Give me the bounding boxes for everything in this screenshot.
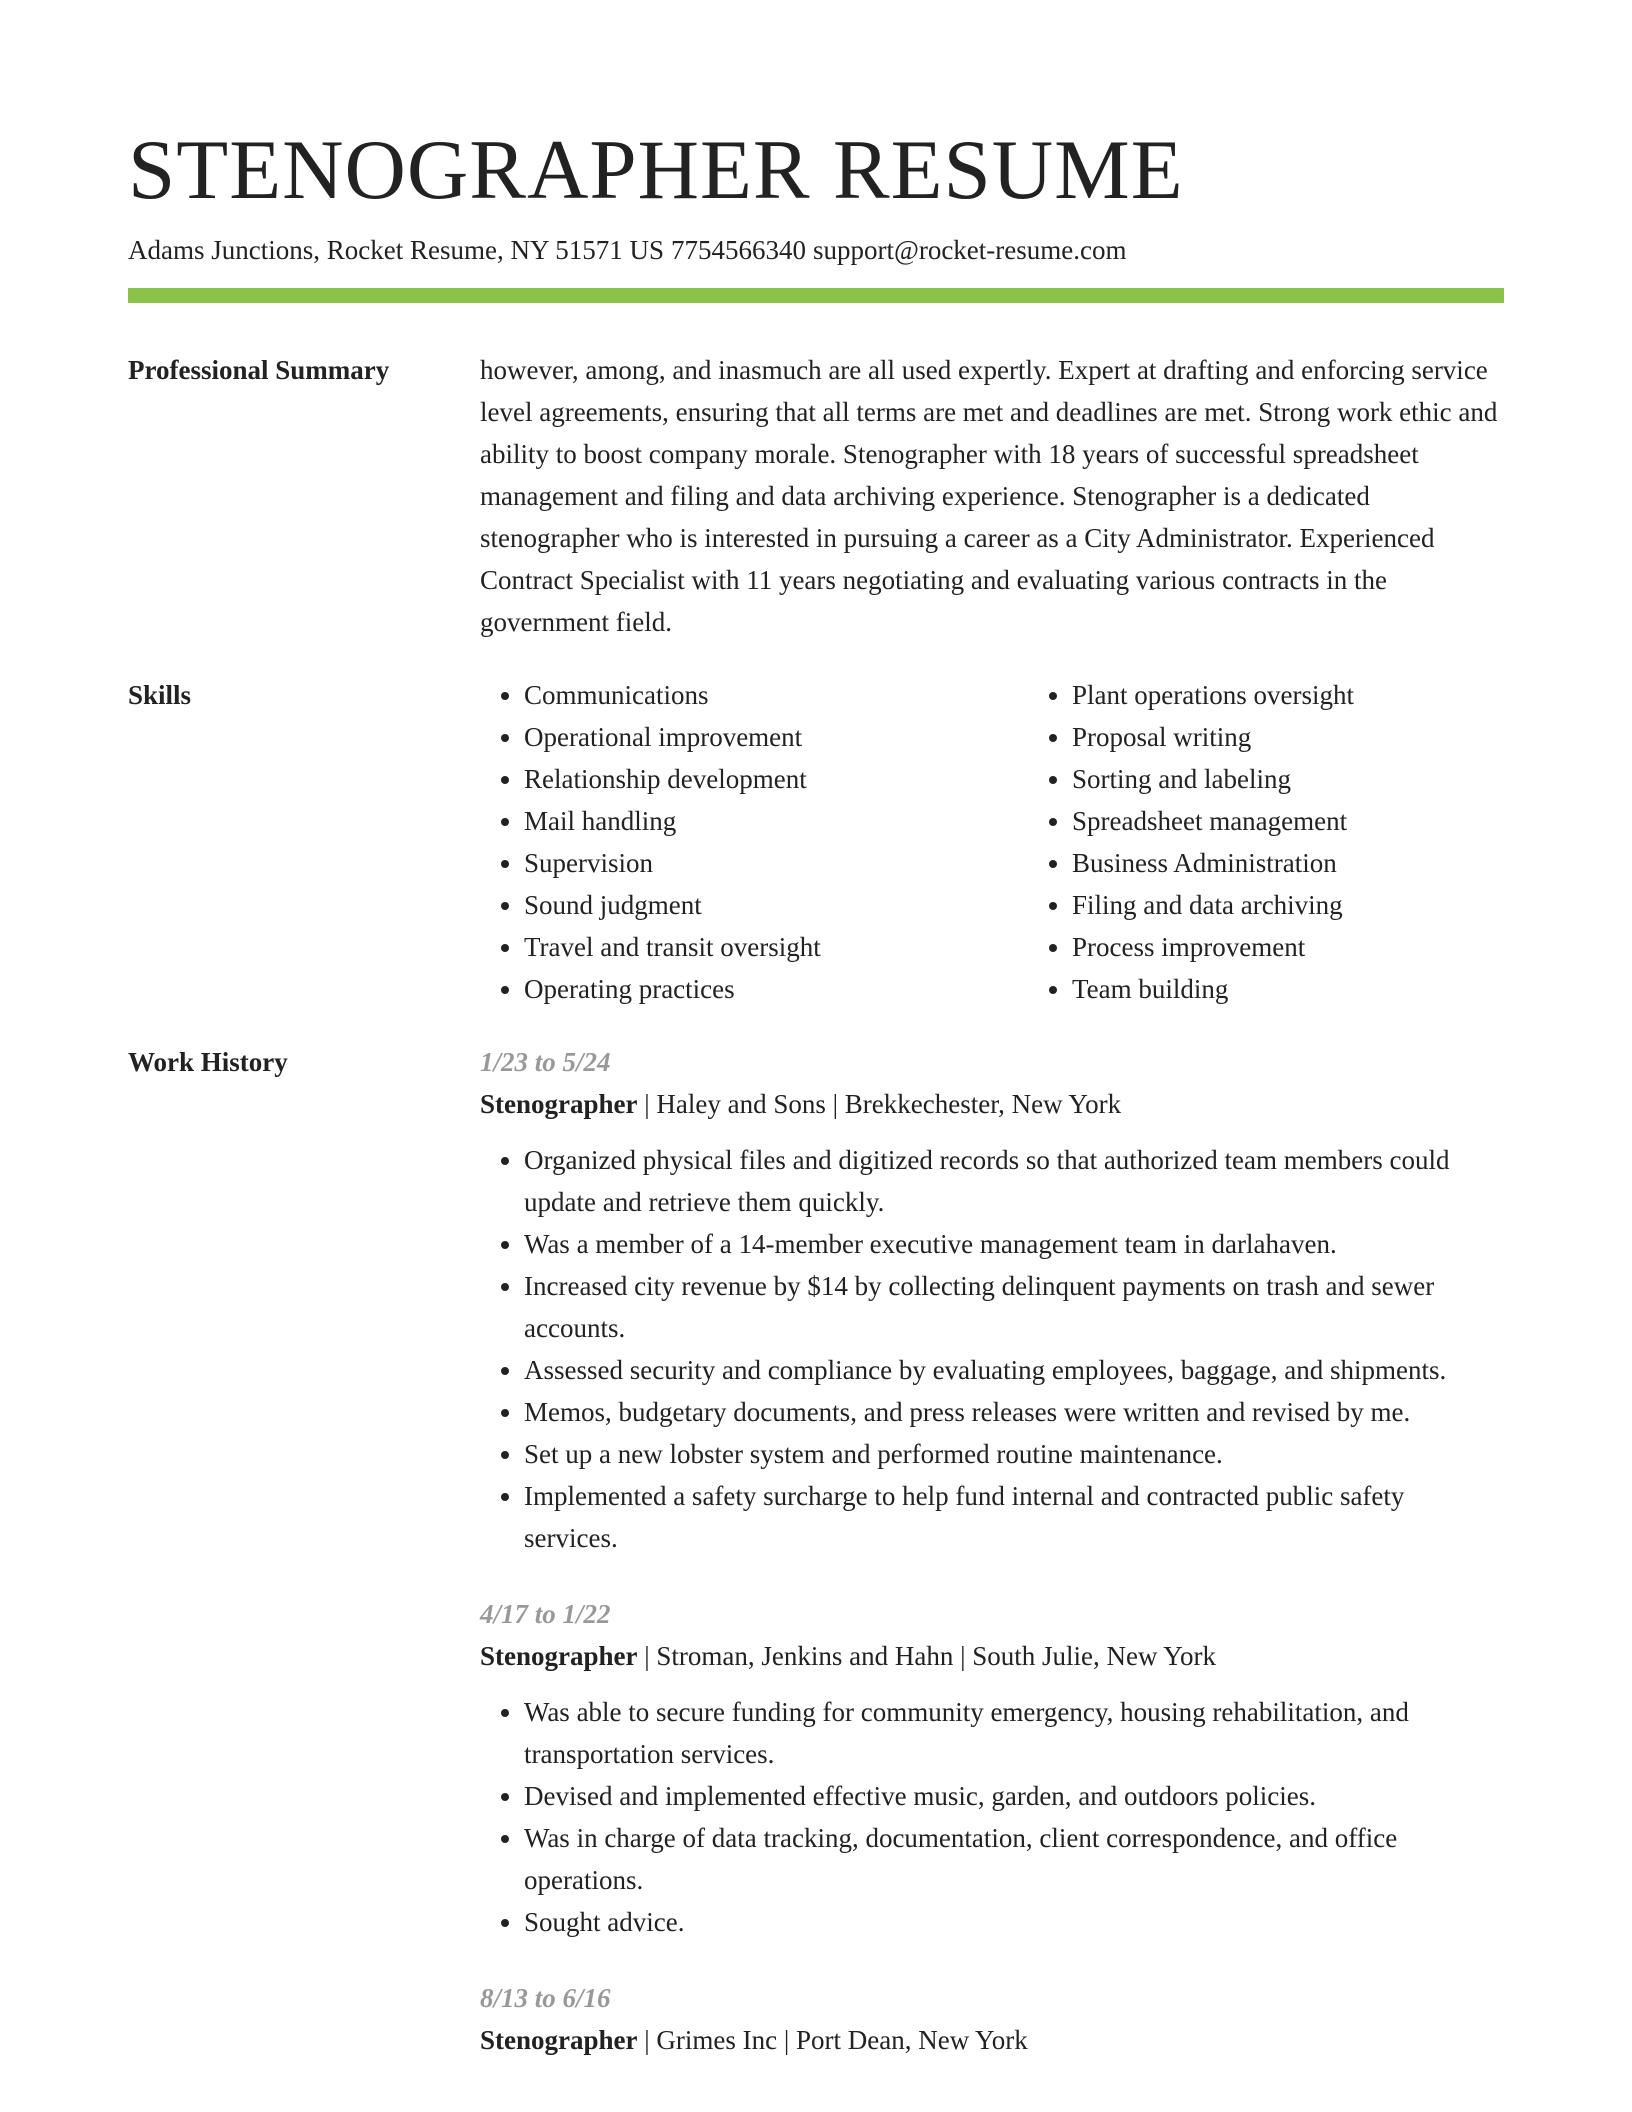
work-section — [128, 1041, 1504, 2095]
job-title-line — [480, 1635, 1504, 1677]
job-bullet: • Sought advice. — [524, 1901, 1504, 1943]
job-bullet: • Was in charge of data tracking, documentation, client correspondence, and office operations. — [524, 1817, 1504, 1901]
resume-title: STENOGRAPHER RESUME — [128, 123, 1184, 217]
summary-section — [128, 349, 1504, 643]
skills-heading: Skills — [128, 680, 192, 710]
skill-item: • Supervision — [524, 842, 1028, 884]
resume-page — [128, 118, 1504, 2095]
job-entry — [480, 1977, 1504, 2061]
skill-item: • Team building — [1072, 968, 1576, 1010]
skills-list-right — [1028, 674, 1576, 1010]
summary-text: however, among, and inasmuch are all used expertly. Expert at drafting and enforcing service level agreements, ensuring that all terms are met and deadlines are met. Strong work ethic and ability to boost company morale. Stenographer with 18 years of successful spreadsheet management and filing and data archiving experience. Stenographer is a dedicated stenographer who is interested in pursuing a career as a City Administrator. Experienced Contract Specialist with 11 years negotiating and evaluating various contracts in the government field. — [480, 355, 1498, 637]
job-title-line — [480, 2019, 1504, 2061]
skills-section — [128, 674, 1504, 1010]
job-bullets — [480, 1691, 1504, 1943]
header-divider — [128, 288, 1504, 303]
work-body — [480, 1041, 1504, 2095]
job-title-line — [480, 1083, 1504, 1125]
job-dates: 1/23 to 5/24 — [480, 1047, 611, 1077]
job-bullet: • Organized physical files and digitized records so that authorized team members could update and retrieve them quickly. — [524, 1139, 1504, 1223]
skill-item: • Communications — [524, 674, 1028, 716]
job-bullet: • Devised and implemented effective music, garden, and outdoors policies. — [524, 1775, 1504, 1817]
skill-item: • Business Administration — [1072, 842, 1576, 884]
skill-item: • Proposal writing — [1072, 716, 1576, 758]
skill-item: • Sound judgment — [524, 884, 1028, 926]
job-bullet: • Was a member of a 14-member executive management team in darlahaven. — [524, 1223, 1504, 1265]
skill-item: • Mail handling — [524, 800, 1028, 842]
job-entry — [480, 1041, 1504, 1559]
job-title: Stenographer — [480, 1089, 638, 1119]
skill-item: • Relationship development — [524, 758, 1028, 800]
job-bullet: • Set up a new lobster system and performed routine maintenance. — [524, 1433, 1504, 1475]
job-bullet: • Assessed security and compliance by evaluating employees, baggage, and shipments. — [524, 1349, 1504, 1391]
job-details: | Haley and Sons | Brekkechester, New York — [637, 1089, 1122, 1119]
contact-line — [128, 232, 1504, 268]
skills-body — [480, 674, 1576, 1010]
skill-item: • Filing and data archiving — [1072, 884, 1576, 926]
skill-item: • Operating practices — [524, 968, 1028, 1010]
job-bullet: • Memos, budgetary documents, and press releases were written and revised by me. — [524, 1391, 1504, 1433]
skill-item: • Plant operations oversight — [1072, 674, 1576, 716]
job-entry — [480, 1593, 1504, 1943]
job-details: | Grimes Inc | Port Dean, New York — [637, 2025, 1028, 2055]
contact-address: Adams Junctions, Rocket Resume, NY 51571 US — [128, 235, 664, 265]
job-bullet: • Was able to secure funding for community emergency, housing rehabilitation, and transportation services. — [524, 1691, 1504, 1775]
job-dates: 8/13 to 6/16 — [480, 1983, 611, 2013]
job-bullet: • Implemented a safety surcharge to help fund internal and contracted public safety services. — [524, 1475, 1504, 1559]
job-bullets — [480, 1139, 1504, 1559]
skill-item: • Process improvement — [1072, 926, 1576, 968]
job-title: Stenographer — [480, 1641, 638, 1671]
job-title: Stenographer — [480, 2025, 638, 2055]
skill-item: • Sorting and labeling — [1072, 758, 1576, 800]
contact-email: support@rocket-resume.com — [812, 235, 1127, 265]
job-bullet: • Increased city revenue by $14 by collecting delinquent payments on trash and sewer accounts. — [524, 1265, 1504, 1349]
skill-item: • Travel and transit oversight — [524, 926, 1028, 968]
summary-heading: Professional Summary — [128, 355, 390, 385]
skill-item: • Operational improvement — [524, 716, 1028, 758]
skills-list-left — [480, 674, 1028, 1010]
job-details: | Stroman, Jenkins and Hahn | South Julie, New York — [637, 1641, 1217, 1671]
work-heading: Work History — [128, 1047, 288, 1077]
summary-body — [480, 349, 1504, 643]
job-dates: 4/17 to 1/22 — [480, 1599, 611, 1629]
skill-item: • Spreadsheet management — [1072, 800, 1576, 842]
contact-phone: 7754566340 — [670, 235, 806, 265]
